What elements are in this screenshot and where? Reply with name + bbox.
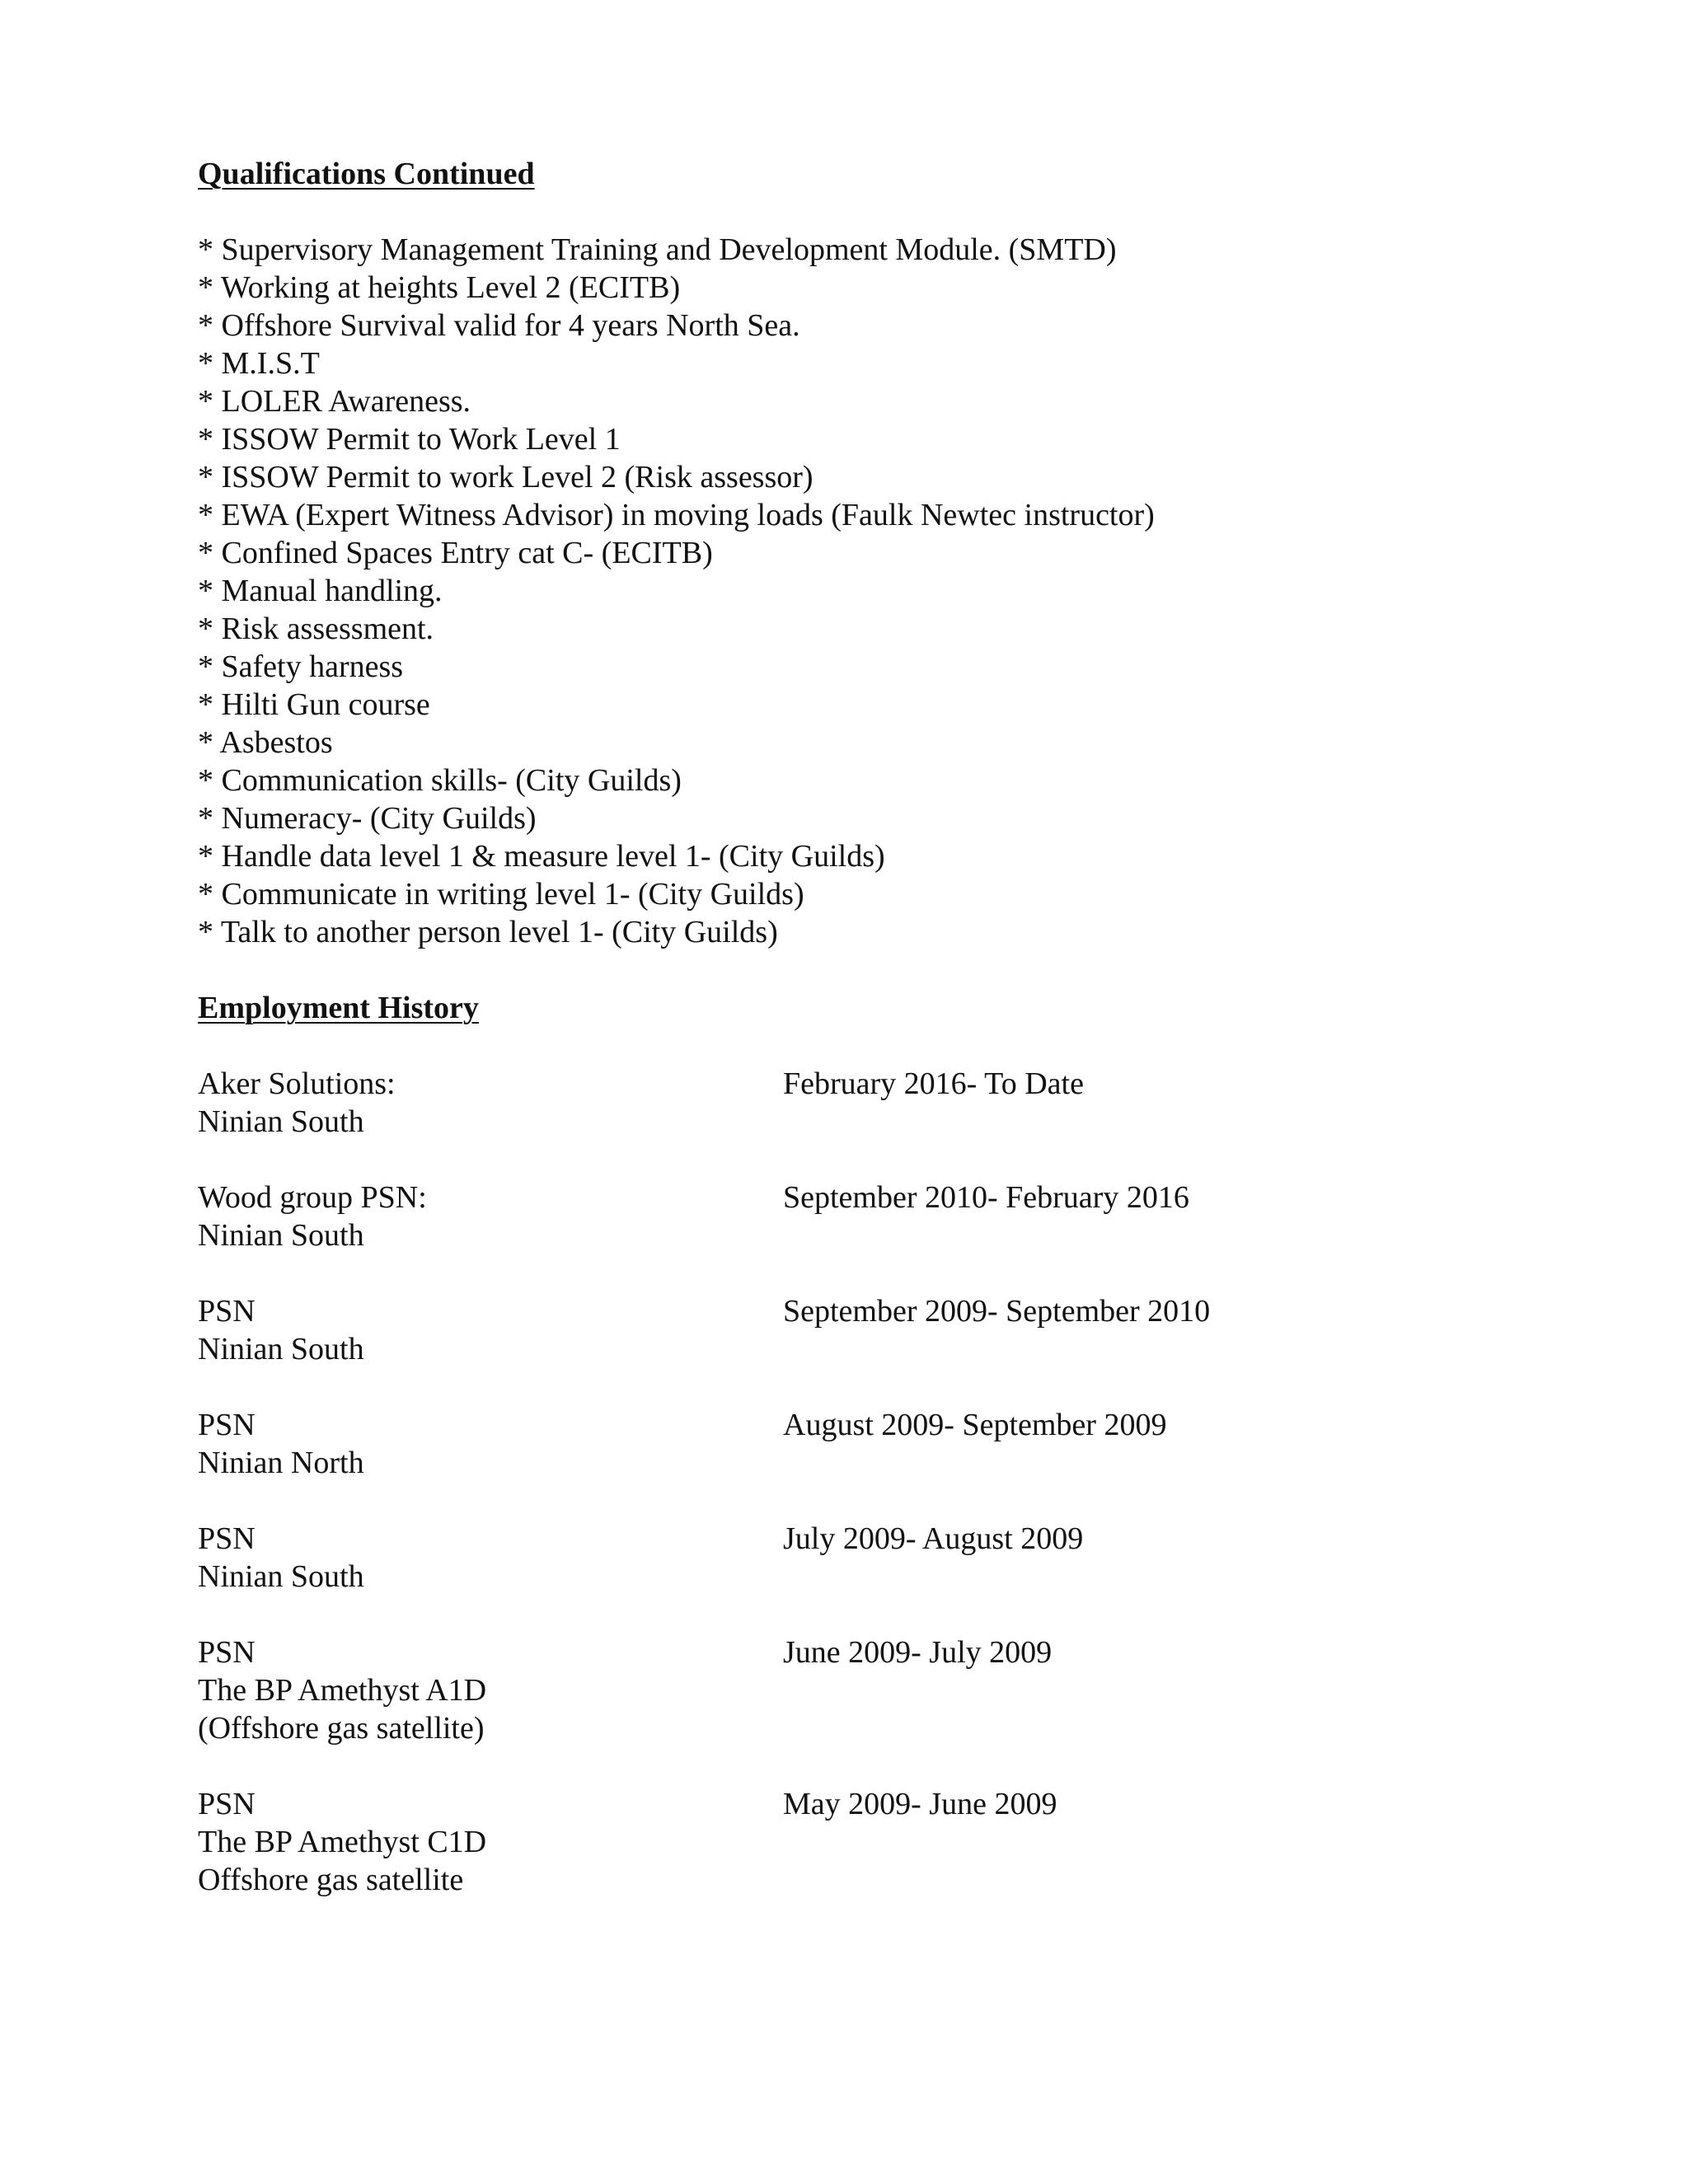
qualification-item: * Working at heights Level 2 (ECITB) [198, 270, 681, 305]
job-dates: September 2010- February 2016 [783, 1180, 1189, 1215]
job-location: Ninian South [198, 1332, 364, 1366]
job-employer [198, 1785, 783, 1899]
job-location: Ninian South [198, 1559, 364, 1594]
job-entry [198, 1292, 1599, 1368]
job-employer [198, 1179, 783, 1254]
document-page [198, 155, 1599, 1937]
job-location: Ninian North [198, 1446, 364, 1480]
job-dates: February 2016- To Date [783, 1066, 1084, 1101]
qualification-item: * Asbestos [198, 725, 333, 760]
job-company: PSN [198, 1635, 256, 1670]
qualifications-heading: Qualifications Continued [198, 157, 535, 191]
job-dates: July 2009- August 2009 [783, 1521, 1084, 1556]
job-location: The BP Amethyst C1D [198, 1825, 487, 1859]
job-employer [198, 1520, 783, 1596]
job-entry [198, 1633, 1599, 1747]
qualification-item: * Safety harness [198, 649, 404, 684]
job-dates: September 2009- September 2010 [783, 1294, 1211, 1329]
qualification-item: * Handle data level 1 & measure level 1- (City Guilds) [198, 839, 885, 874]
job-company: Aker Solutions: [198, 1066, 396, 1101]
job-entry [198, 1065, 1599, 1141]
job-employer [198, 1065, 783, 1141]
job-location: Ninian South [198, 1218, 364, 1253]
job-dates: May 2009- June 2009 [783, 1787, 1057, 1821]
employment-list [198, 1065, 1599, 1899]
job-entry [198, 1785, 1599, 1899]
job-company: PSN [198, 1521, 256, 1556]
qualification-item: * Confined Spaces Entry cat C- (ECITB) [198, 536, 713, 570]
job-company: PSN [198, 1787, 256, 1821]
job-location: Ninian South [198, 1104, 364, 1139]
employment-history-heading: Employment History [198, 991, 479, 1025]
job-entry [198, 1406, 1599, 1482]
job-employer [198, 1633, 783, 1747]
qualification-item: * Hilti Gun course [198, 687, 430, 722]
job-company: Wood group PSN: [198, 1180, 427, 1215]
job-employer [198, 1406, 783, 1482]
job-company: PSN [198, 1294, 256, 1329]
qualification-item: * Offshore Survival valid for 4 years North Sea. [198, 308, 800, 343]
job-location-note: Offshore gas satellite [198, 1863, 464, 1897]
qualification-item: * Manual handling. [198, 574, 443, 608]
job-entry [198, 1520, 1599, 1596]
qualification-item: * Talk to another person level 1- (City Guilds) [198, 915, 778, 949]
qualifications-list [198, 231, 1599, 951]
qualification-item: * M.I.S.T [198, 346, 320, 381]
job-entry [198, 1179, 1599, 1254]
job-dates: June 2009- July 2009 [783, 1635, 1053, 1670]
qualification-item: * LOLER Awareness. [198, 384, 471, 419]
qualification-item: * Communicate in writing level 1- (City Guilds) [198, 877, 804, 912]
job-employer [198, 1292, 783, 1368]
qualification-item: * ISSOW Permit to Work Level 1 [198, 422, 621, 457]
qualification-item: * Risk assessment. [198, 612, 434, 646]
job-company: PSN [198, 1408, 256, 1442]
qualification-item: * ISSOW Permit to work Level 2 (Risk assessor) [198, 460, 814, 494]
job-location-note: (Offshore gas satellite) [198, 1711, 485, 1746]
qualification-item: * Numeracy- (City Guilds) [198, 801, 537, 836]
qualification-item: * Communication skills- (City Guilds) [198, 763, 682, 798]
qualification-item: * Supervisory Management Training and Development Module. (SMTD) [198, 232, 1117, 267]
job-location: The BP Amethyst A1D [198, 1673, 487, 1708]
job-dates: August 2009- September 2009 [783, 1408, 1167, 1442]
qualification-item: * EWA (Expert Witness Advisor) in moving loads (Faulk Newtec instructor) [198, 498, 1155, 532]
